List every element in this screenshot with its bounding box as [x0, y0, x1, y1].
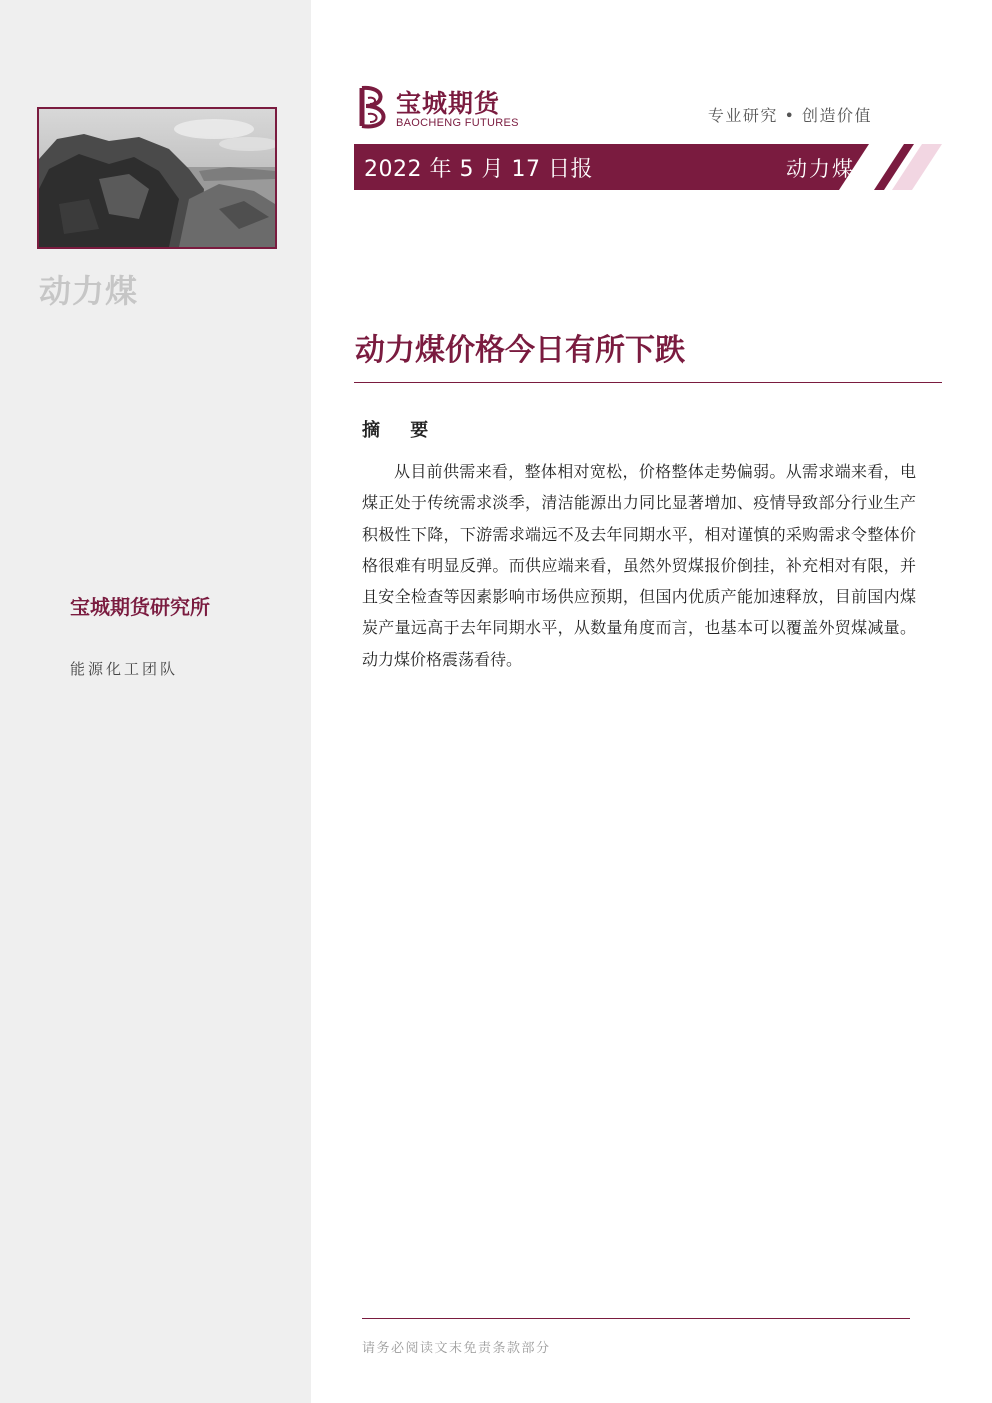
baocheng-logo-icon: [356, 84, 392, 130]
abstract-heading: 摘 要: [362, 420, 441, 441]
disclaimer-note: 请务必阅读文末免责条款部分: [362, 1341, 551, 1356]
document-title: 动力煤价格今日有所下跌: [355, 333, 685, 368]
banner-category: 动力煤: [786, 157, 855, 181]
company-slogan: 专业研究 • 创造价值: [707, 106, 872, 125]
logo-english-text: BAOCHENG FUTURES: [396, 117, 519, 129]
report-date: 2022 年 5 月 17 日报: [364, 157, 593, 182]
abstract-body: 从目前供需来看，整体相对宽松，价格整体走势偏弱。从需求端来看，电煤正处于传统需求淡季，清洁能源出力同比显著增加、疫情导致部分行业生产积极性下降，下游需求端远不及去年同期水平，相对谨慎的采购需求令整体价格很难有明显反弹。而供应端来看，虽然外贸煤报价倒挂，补充相对有限，并且安全检查等因素影响市场供应预期，但国内优质产能加速释放，目前国内煤炭产量远高于去年同期水平，从数量角度而言，也基本可以覆盖外贸煤减量。动力煤价格震荡看待。: [362, 462, 916, 669]
report-banner: [354, 144, 942, 190]
sidebar: [0, 0, 311, 1403]
cover-photo-coal-rocks: [37, 107, 277, 249]
logo-chinese-text: 宝城期货: [396, 89, 501, 118]
sidebar-category-label: 动力煤: [39, 272, 139, 310]
sidebar-institute-name: 宝城期货研究所: [70, 595, 210, 619]
company-logo: [356, 84, 526, 132]
sidebar-team-name: 能源化工团队: [70, 660, 179, 678]
coal-landscape-image: [39, 109, 275, 247]
title-divider: [354, 382, 942, 383]
footer-divider: [362, 1318, 910, 1319]
